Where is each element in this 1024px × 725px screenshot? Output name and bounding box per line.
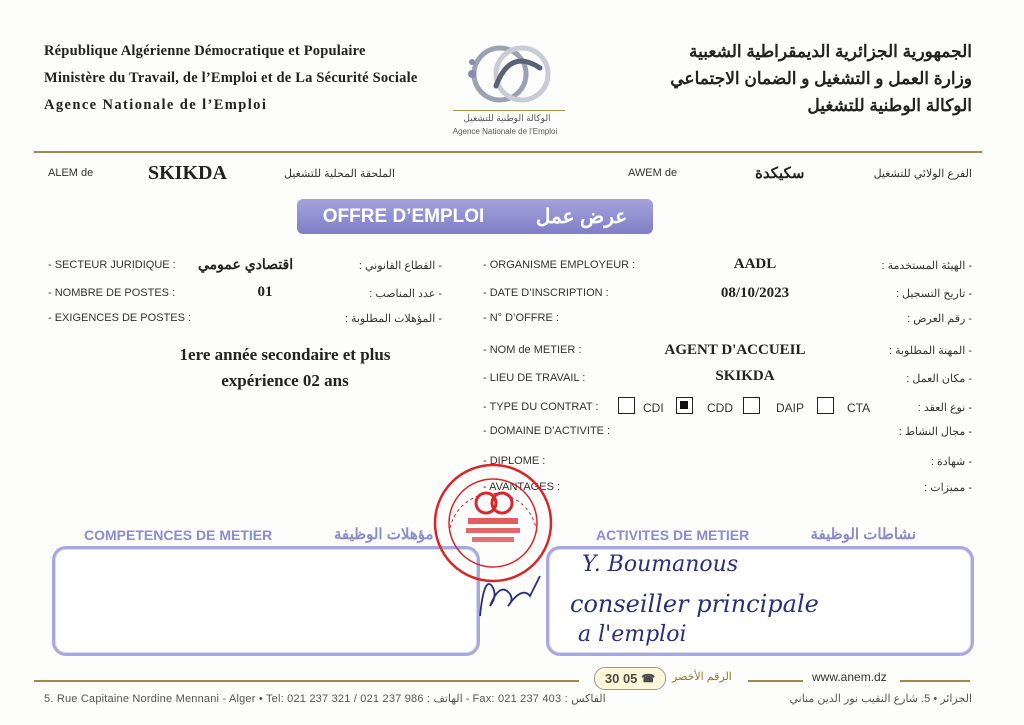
anem-logo [450, 38, 568, 110]
footer-divider-mid [748, 680, 803, 682]
offre-number-label-ar: - رقم العرض : [907, 313, 972, 325]
header-ar-line-3: الوكالة الوطنية للتشغيل [807, 96, 972, 115]
header-ar-line-2: وزارة العمل و التشغيل و الضمان الاجتماعي [670, 69, 972, 88]
organisme-label-ar: - الهيئة المستخدمة : [881, 260, 972, 272]
logo-caption-fr: Agence Nationale de l’Emploi [452, 127, 558, 136]
handwriting-line-3: a l'emploi [578, 622, 687, 647]
contrat-label-ar: - نوع العقد : [917, 402, 972, 414]
footer-address-ar: الجزائر • 5. شارع النقيب نور الدين مناني [789, 693, 972, 705]
activites-title-ar: نشاطات الوظيفة [810, 526, 916, 543]
lieu-label-ar: - مكان العمل : [906, 373, 972, 385]
competences-box[interactable] [52, 546, 480, 656]
lieu-value: SKIKDA [715, 368, 775, 384]
footer-divider-left [34, 680, 579, 682]
organisme-label: - ORGANISME EMPLOYEUR : [483, 259, 636, 271]
domaine-label: - DOMAINE D’ACTIVITE : [483, 425, 611, 437]
competences-title-ar: مؤهلات الوظيفة [334, 526, 434, 543]
cdd-label: CDD [707, 401, 733, 415]
handwriting-line-1: Y. Boumanous [582, 552, 739, 577]
exigences-line-2: expérience 02 ans [221, 371, 349, 390]
avantages-label-ar: - مميزات : [924, 482, 972, 494]
exigences-label-ar: - المؤهلات المطلوبة : [344, 313, 442, 325]
anem-logo-icon [450, 38, 568, 110]
cta-checkbox[interactable] [817, 397, 834, 414]
header-french [44, 38, 417, 119]
website-link[interactable]: www.anem.dz [812, 670, 887, 684]
awem-value: سكيكدة [755, 165, 805, 182]
activites-title: ACTIVITES DE METIER [596, 527, 750, 543]
green-number: 30 05 [604, 671, 638, 686]
header-ar-line-1: الجمهورية الجزائرية الديمقراطية الشعبية [689, 42, 972, 61]
header-arabic [670, 38, 972, 119]
cta-label: CTA [847, 401, 871, 415]
logo-caption-ar: الوكالة الوطنية للتشغيل [463, 113, 551, 123]
secteur-label: - SECTEUR JURIDIQUE : [48, 259, 176, 271]
cdi-label: CDI [643, 401, 664, 415]
exigences-text [90, 342, 480, 394]
domaine-label-ar: - مجال النشاط : [898, 426, 972, 438]
footer-divider-right [900, 680, 970, 682]
signature-icon [470, 556, 550, 626]
diplome-label-ar: - شهادة : [930, 456, 972, 468]
secteur-value: اقتصادي عمومي [198, 256, 294, 272]
alem-label-ar: الملحقة المحلية للتشغيل [284, 168, 395, 180]
header-fr-line-3: Agence Nationale de l’Emploi [44, 97, 268, 113]
postes-label: - NOMBRE DE POSTES : [48, 287, 176, 299]
header-fr-line-2: Ministère du Travail, de l’Emploi et de La Sécurité Sociale [44, 70, 418, 86]
alem-value: SKIKDA [148, 162, 227, 184]
date-label-ar: - تاريخ التسجيل : [895, 288, 972, 300]
footer-address: 5. Rue Capitaine Nordine Mennani - Alger • Tel: 021 237 321 / 021 237 986 : الهاتف - Fax: 021 237 403 : الفاكس [44, 693, 606, 705]
alem-label: ALEM de [48, 167, 94, 179]
green-number-badge [594, 667, 666, 690]
awem-label: AWEM de [628, 167, 678, 179]
metier-value: AGENT D'ACCUEIL [664, 342, 806, 358]
diplome-label: - DIPLOME : [483, 455, 546, 467]
header-divider [34, 151, 982, 153]
lieu-label: - LIEU DE TRAVAIL : [483, 372, 586, 384]
competences-title: COMPETENCES DE METIER [84, 527, 273, 543]
offre-number-label: - N° D’OFFRE : [483, 312, 559, 324]
cdi-checkbox[interactable] [618, 397, 635, 414]
signature [470, 556, 550, 626]
date-label: - DATE D’INSCRIPTION : [483, 287, 609, 299]
cdd-checkbox[interactable] [676, 397, 693, 414]
postes-label-ar: - عدد المناصب : [369, 288, 442, 300]
avantages-label: - AVANTAGES : [483, 481, 561, 493]
postes-value: 01 [257, 284, 273, 300]
exigences-label: - EXIGENCES DE POSTES : [48, 312, 192, 324]
metier-label: - NOM de METIER : [483, 344, 582, 356]
date-value: 08/10/2023 [720, 285, 790, 301]
offre-emploi-banner [297, 199, 653, 234]
daip-checkbox[interactable] [743, 397, 760, 414]
green-number-label: الرقم الأخضر [672, 671, 732, 683]
secteur-label-ar: - القطاع القانوني : [358, 260, 442, 272]
logo-rule [453, 110, 565, 111]
handwriting-line-2: conseiller principale [570, 590, 819, 618]
contrat-label: - TYPE DU CONTRAT : [483, 401, 599, 413]
organisme-value: AADL [733, 256, 777, 272]
daip-label: DAIP [776, 401, 805, 415]
header-fr-line-1: République Algérienne Démocratique et Populaire [44, 43, 366, 59]
awem-label-ar: الفرع الولائي للتشغيل [873, 168, 972, 180]
banner-fr: OFFRE D’EMPLOI [322, 205, 485, 227]
metier-label-ar: - المهنة المطلوبة : [888, 345, 972, 357]
banner-ar: عرض عمل [535, 206, 628, 228]
exigences-line-1: 1ere année secondaire et plus [179, 345, 391, 364]
phone-icon: ☎ [641, 673, 656, 685]
